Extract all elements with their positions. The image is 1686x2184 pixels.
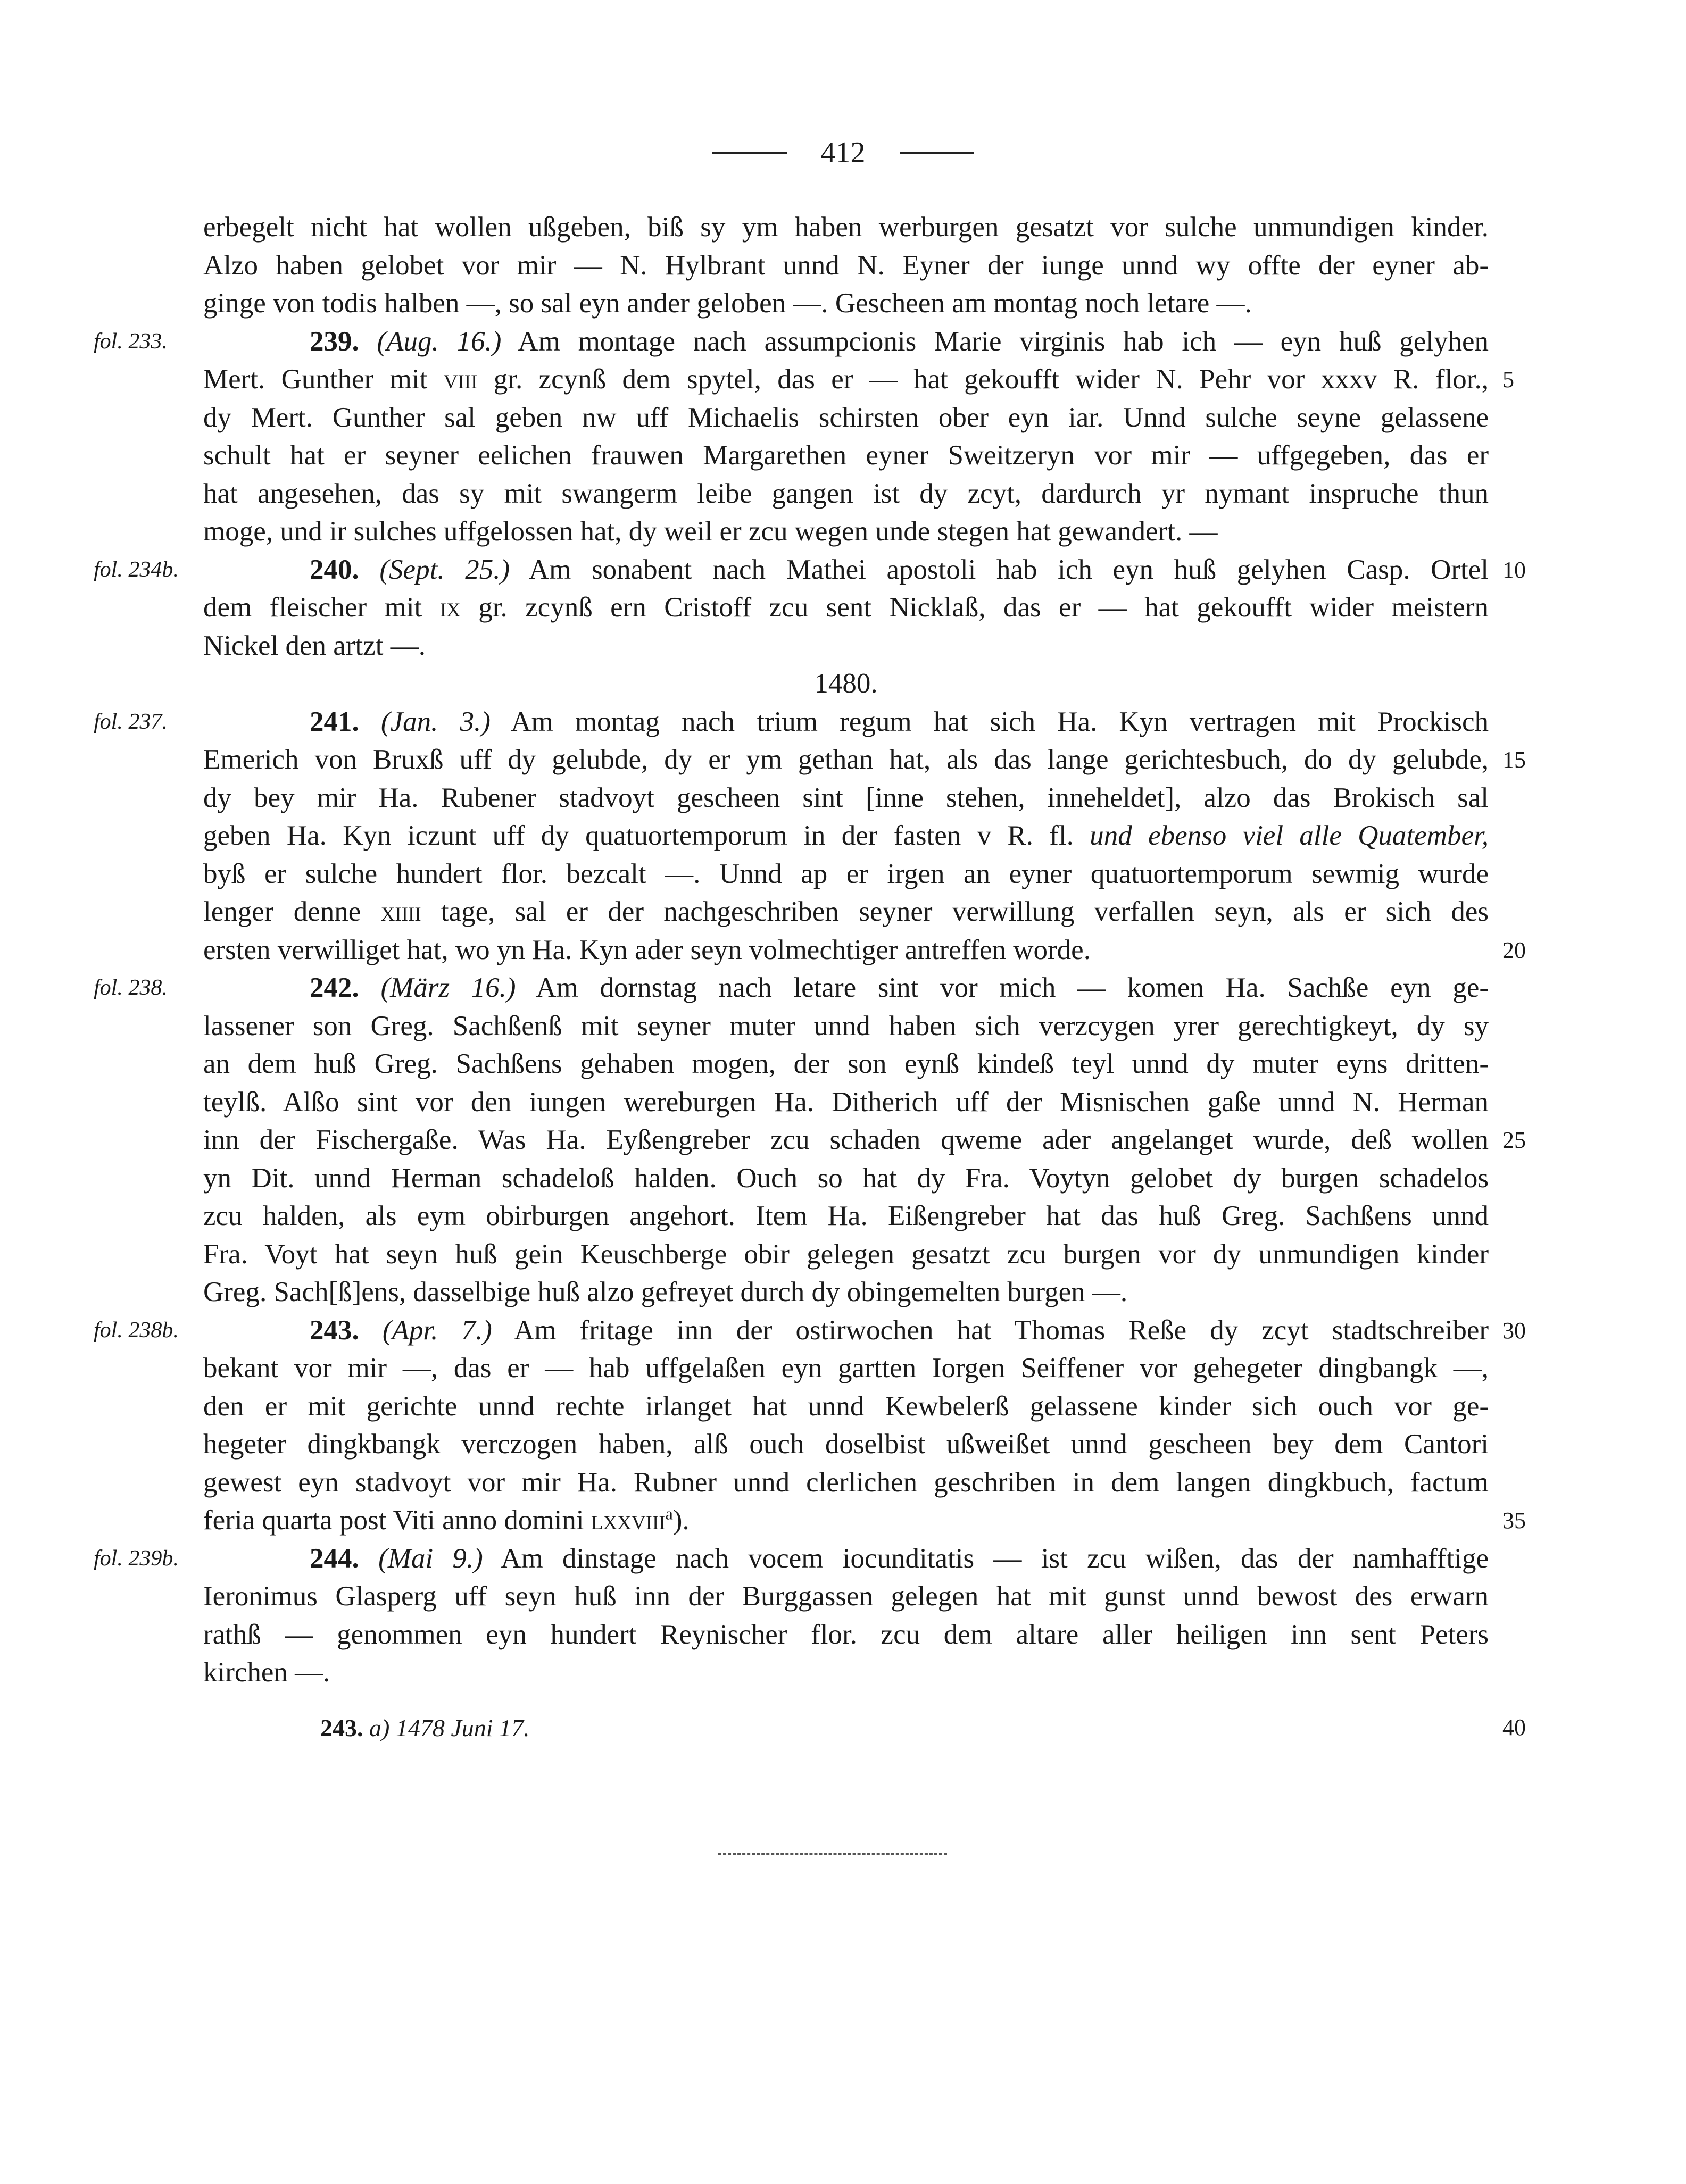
line-text: Fra. Voyt hat seyn huß gein Keuschberge obir gelegen gesatzt zcu burgen vor dy unmundigen kinder (203, 1238, 1489, 1270)
line-text: gewest eyn stadvoyt vor mir Ha. Rubner unnd clerlichen geschriben in dem langen dingkbuch, factum (203, 1466, 1489, 1498)
text-body (94, 209, 1526, 1692)
text-line (203, 779, 1489, 818)
line-number: 5 (1502, 366, 1514, 393)
end-rule (718, 1853, 947, 1855)
line-text: dy Mert. Gunther sal geben nw uff Michaelis schirsten ober eyn iar. Unnd sulche seyne gelassene (203, 402, 1489, 433)
folio-reference: fol. 233. (94, 329, 168, 354)
text-line (203, 1045, 1489, 1083)
roman-numeral: viii (443, 364, 478, 395)
folio-reference: fol. 238b. (94, 1318, 179, 1343)
line-text: tage, sal er der nachgeschriben seyner verwillung verfallen seyn, als er sich des (421, 896, 1489, 927)
entry-date: (März 16.) (380, 972, 516, 1003)
text-line (203, 1349, 1489, 1388)
line-text: lassener son Greg. Sachßenß mit seyner muter unnd haben sich verzcygen yrer gerechtigkeyt, dy sy (203, 1010, 1489, 1041)
line-text: Alzo haben gelobet vor mir — N. Hylbrant unnd N. Eyner der iunge unnd wy offte der eyner ab- (203, 249, 1489, 281)
entry-number: 244. (310, 1543, 359, 1574)
line-text-pre: geben Ha. Kyn iczunt uff dy quatuortemporum in der fasten v R. fl. (203, 820, 1090, 851)
line-number: 25 (1502, 1127, 1526, 1153)
entry-first-line (94, 1312, 1526, 1350)
line-text-pre: lenger denne (203, 896, 381, 927)
line-text: gr. zcynß ern Cristoff zcu sent Nicklaß, das er — hat gekoufft wider meistern (460, 592, 1489, 623)
text-line (203, 1236, 1489, 1274)
folio-reference: fol. 237. (94, 709, 168, 734)
line-text: Nickel den artzt —. (203, 630, 426, 661)
footnote-label: a) (369, 1714, 390, 1741)
entry-date: (Mai 9.) (378, 1543, 483, 1574)
header-rule-right (900, 152, 974, 154)
folio-reference: fol. 238. (94, 976, 168, 1000)
entry-date: (Sept. 25.) (379, 554, 510, 585)
header-rule-left (712, 152, 787, 154)
text-line (203, 1160, 1489, 1198)
entry-first-line (94, 1540, 1489, 1578)
footnote-ref: 243. (320, 1714, 363, 1741)
line-text: gr. zcynß dem spytel, das er — hat gekoufft wider N. Pehr vor xxxv R. flor., (477, 364, 1489, 395)
text-line (203, 1464, 1489, 1502)
entry-first-line (94, 969, 1489, 1007)
line-text: Am fritage inn der ostirwochen hat Thomas Reße dy zcyt stadtschreiber (492, 1314, 1489, 1346)
line-number: 10 (1502, 556, 1526, 583)
text-line (203, 437, 1489, 475)
line-text: yn Dit. unnd Herman schadeloß halden. Ouch so hat dy Fra. Voytyn gelobet dy burgen schadelos (203, 1162, 1489, 1194)
line-number: 20 (1502, 937, 1526, 963)
text-line (203, 817, 1489, 855)
text-line (203, 1273, 1489, 1312)
line-text: teylß. Alßo sint vor den iungen wereburgen Ha. Ditherich uff der Misnischen gaße unnd N. Herman (203, 1086, 1489, 1118)
text-line (203, 209, 1489, 247)
text-line (203, 1578, 1489, 1616)
line-text: hat angesehen, das sy mit swangerm leibe gangen ist dy zcyt, dardurch yr nymant inspruche thun (203, 478, 1489, 509)
line-text: 1480. (814, 668, 878, 699)
entry-number: 241. (310, 706, 359, 737)
year-heading (203, 665, 1489, 703)
text-line (203, 627, 1489, 665)
footnote-text: 1478 Juni 17. (395, 1714, 530, 1741)
text-line (203, 399, 1489, 437)
line-text-pre: feria quarta post Viti anno domini (203, 1505, 591, 1536)
line-text-pre: Mert. Gunther mit (203, 364, 444, 395)
roman-numeral: ix (439, 592, 461, 623)
text-line (203, 285, 1489, 323)
text-line (203, 1083, 1489, 1122)
footnote (320, 1714, 530, 1742)
line-text: schult hat er seyner eelichen frauwen Margarethen eyner Sweitzeryn vor mir — uffgegeben, das er (203, 440, 1489, 471)
roman-numeral: xiiii (380, 896, 421, 927)
line-text: ersten verwilliget hat, wo yn Ha. Kyn ader seyn volmechtiger antreffen worde. (203, 934, 1091, 965)
line-text: Am dinstage nach vocem iocunditatis — ist zcu wißen, das der namhafftige (483, 1543, 1489, 1574)
line-text: moge, und ir sulches uffgelossen hat, dy weil er zcu wegen unde stegen hat gewandert. — (203, 516, 1218, 547)
folio-reference: fol. 234b. (94, 557, 179, 582)
page-header (0, 136, 1686, 170)
text-line (203, 361, 1514, 399)
line-text-pre: dem fleischer mit (203, 592, 440, 623)
text-line (203, 1121, 1526, 1160)
entry-first-line (94, 323, 1489, 361)
entry-number: 239. (310, 326, 359, 357)
line-text: Am dornstag nach letare sint vor mich — komen Ha. Sachße eyn ge- (516, 972, 1489, 1003)
line-text: Emerich von Bruxß uff dy gelubde, dy er ym gethan hat, als das lange gerichtesbuch, do dy gelubde, (203, 744, 1489, 775)
text-line (203, 1007, 1489, 1046)
line-text: Am montag nach trium regum hat sich Ha. Kyn vertragen mit Prockisch (490, 706, 1489, 737)
text-line (203, 893, 1489, 931)
line-number: 30 (1502, 1317, 1526, 1344)
line-text: hegeter dingkbangk verczogen haben, alß ouch doselbist ußweißet unnd gescheen bey dem Cantori (203, 1429, 1489, 1460)
footnote-line-number: 40 (1502, 1714, 1526, 1740)
entry-first-line (94, 551, 1526, 589)
line-text: den er mit gerichte unnd rechte irlanget hat unnd Kewbelerß gelassene kinder sich ouch vor ge- (203, 1390, 1489, 1422)
text-line (203, 513, 1489, 551)
text-line (203, 247, 1489, 285)
line-number: 15 (1502, 747, 1526, 773)
text-line (203, 589, 1489, 627)
line-text: Greg. Sach[ß]ens, dasselbige huß alzo gefreyet durch dy obingemelten burgen —. (203, 1277, 1128, 1307)
line-text: byß er sulche hundert flor. bezcalt —. Unnd ap er irgen an eyner quatuortemporum sewmig wurde (203, 858, 1489, 889)
entry-number: 240. (310, 554, 359, 585)
text-line (203, 475, 1489, 513)
roman-numeral: lxxviii (591, 1505, 666, 1536)
line-text: an dem huß Greg. Sachßens gehaben mogen, der son eynß kindeß teyl unnd dy muter eyns dritten- (203, 1048, 1489, 1079)
text-line (203, 855, 1489, 894)
line-text: inn der Fischergaße. Was Ha. Eyßengreber zcu schaden qweme ader angelanget wurde, deß wollen (203, 1124, 1489, 1155)
text-line (203, 1388, 1489, 1426)
line-text: rathß — genommen eyn hundert Reynischer flor. zcu dem altare aller heiligen inn sent Peters (203, 1619, 1489, 1650)
line-text: Am sonabent nach Mathei apostoli hab ich eyn huß gelyhen Casp. Ortel (510, 554, 1489, 585)
entry-date: (Jan. 3.) (380, 706, 491, 737)
line-text: kirchen —. (203, 1657, 330, 1688)
entry-date: (Aug. 16.) (377, 326, 502, 357)
text-line (203, 931, 1526, 970)
line-text: ginge von todis halben —, so sal eyn ander geloben —. Gescheen am montag noch letare —. (203, 288, 1252, 319)
folio-reference: fol. 239b. (94, 1546, 179, 1571)
entry-number: 242. (310, 972, 359, 1003)
page-number: 412 (820, 136, 866, 169)
line-text: dy bey mir Ha. Rubener stadvoyt gescheen sint [inne stehen, inneheldet], alzo das Brokisch sal (203, 782, 1489, 813)
line-text: zcu halden, als eym obirburgen angehort. Item Ha. Eißengreber hat das huß Greg. Sachßens unnd (203, 1201, 1489, 1231)
text-line (203, 1616, 1489, 1654)
line-text: Am montage nach assumpcionis Marie virginis hab ich — eyn huß gelyhen (501, 326, 1489, 357)
line-text: bekant vor mir —, das er — hab uffgelaßen eyn gartten Iorgen Seiffener vor gehegeter dingbangk —, (203, 1353, 1489, 1383)
line-text: erbegelt nicht hat wollen ußgeben, biß sy ym haben werburgen gesatzt vor sulche unmundigen kinder. (203, 212, 1489, 243)
editorial-italic: und ebenso viel alle Quatember, (1090, 820, 1489, 851)
text-line (203, 1654, 1489, 1692)
line-text: ). (672, 1505, 690, 1536)
text-line (203, 1426, 1489, 1464)
entry-first-line (94, 703, 1489, 741)
text-line (203, 1502, 1526, 1540)
entry-number: 243. (310, 1314, 359, 1346)
entry-date: (Apr. 7.) (382, 1314, 492, 1346)
footnote-marker: a (665, 1504, 673, 1523)
line-number: 35 (1502, 1507, 1526, 1533)
text-line (203, 741, 1526, 779)
text-line (203, 1197, 1489, 1236)
line-text: Ieronimus Glasperg uff seyn huß inn der Burggassen gelegen hat mit gunst unnd bewost des erwarn (203, 1581, 1489, 1612)
